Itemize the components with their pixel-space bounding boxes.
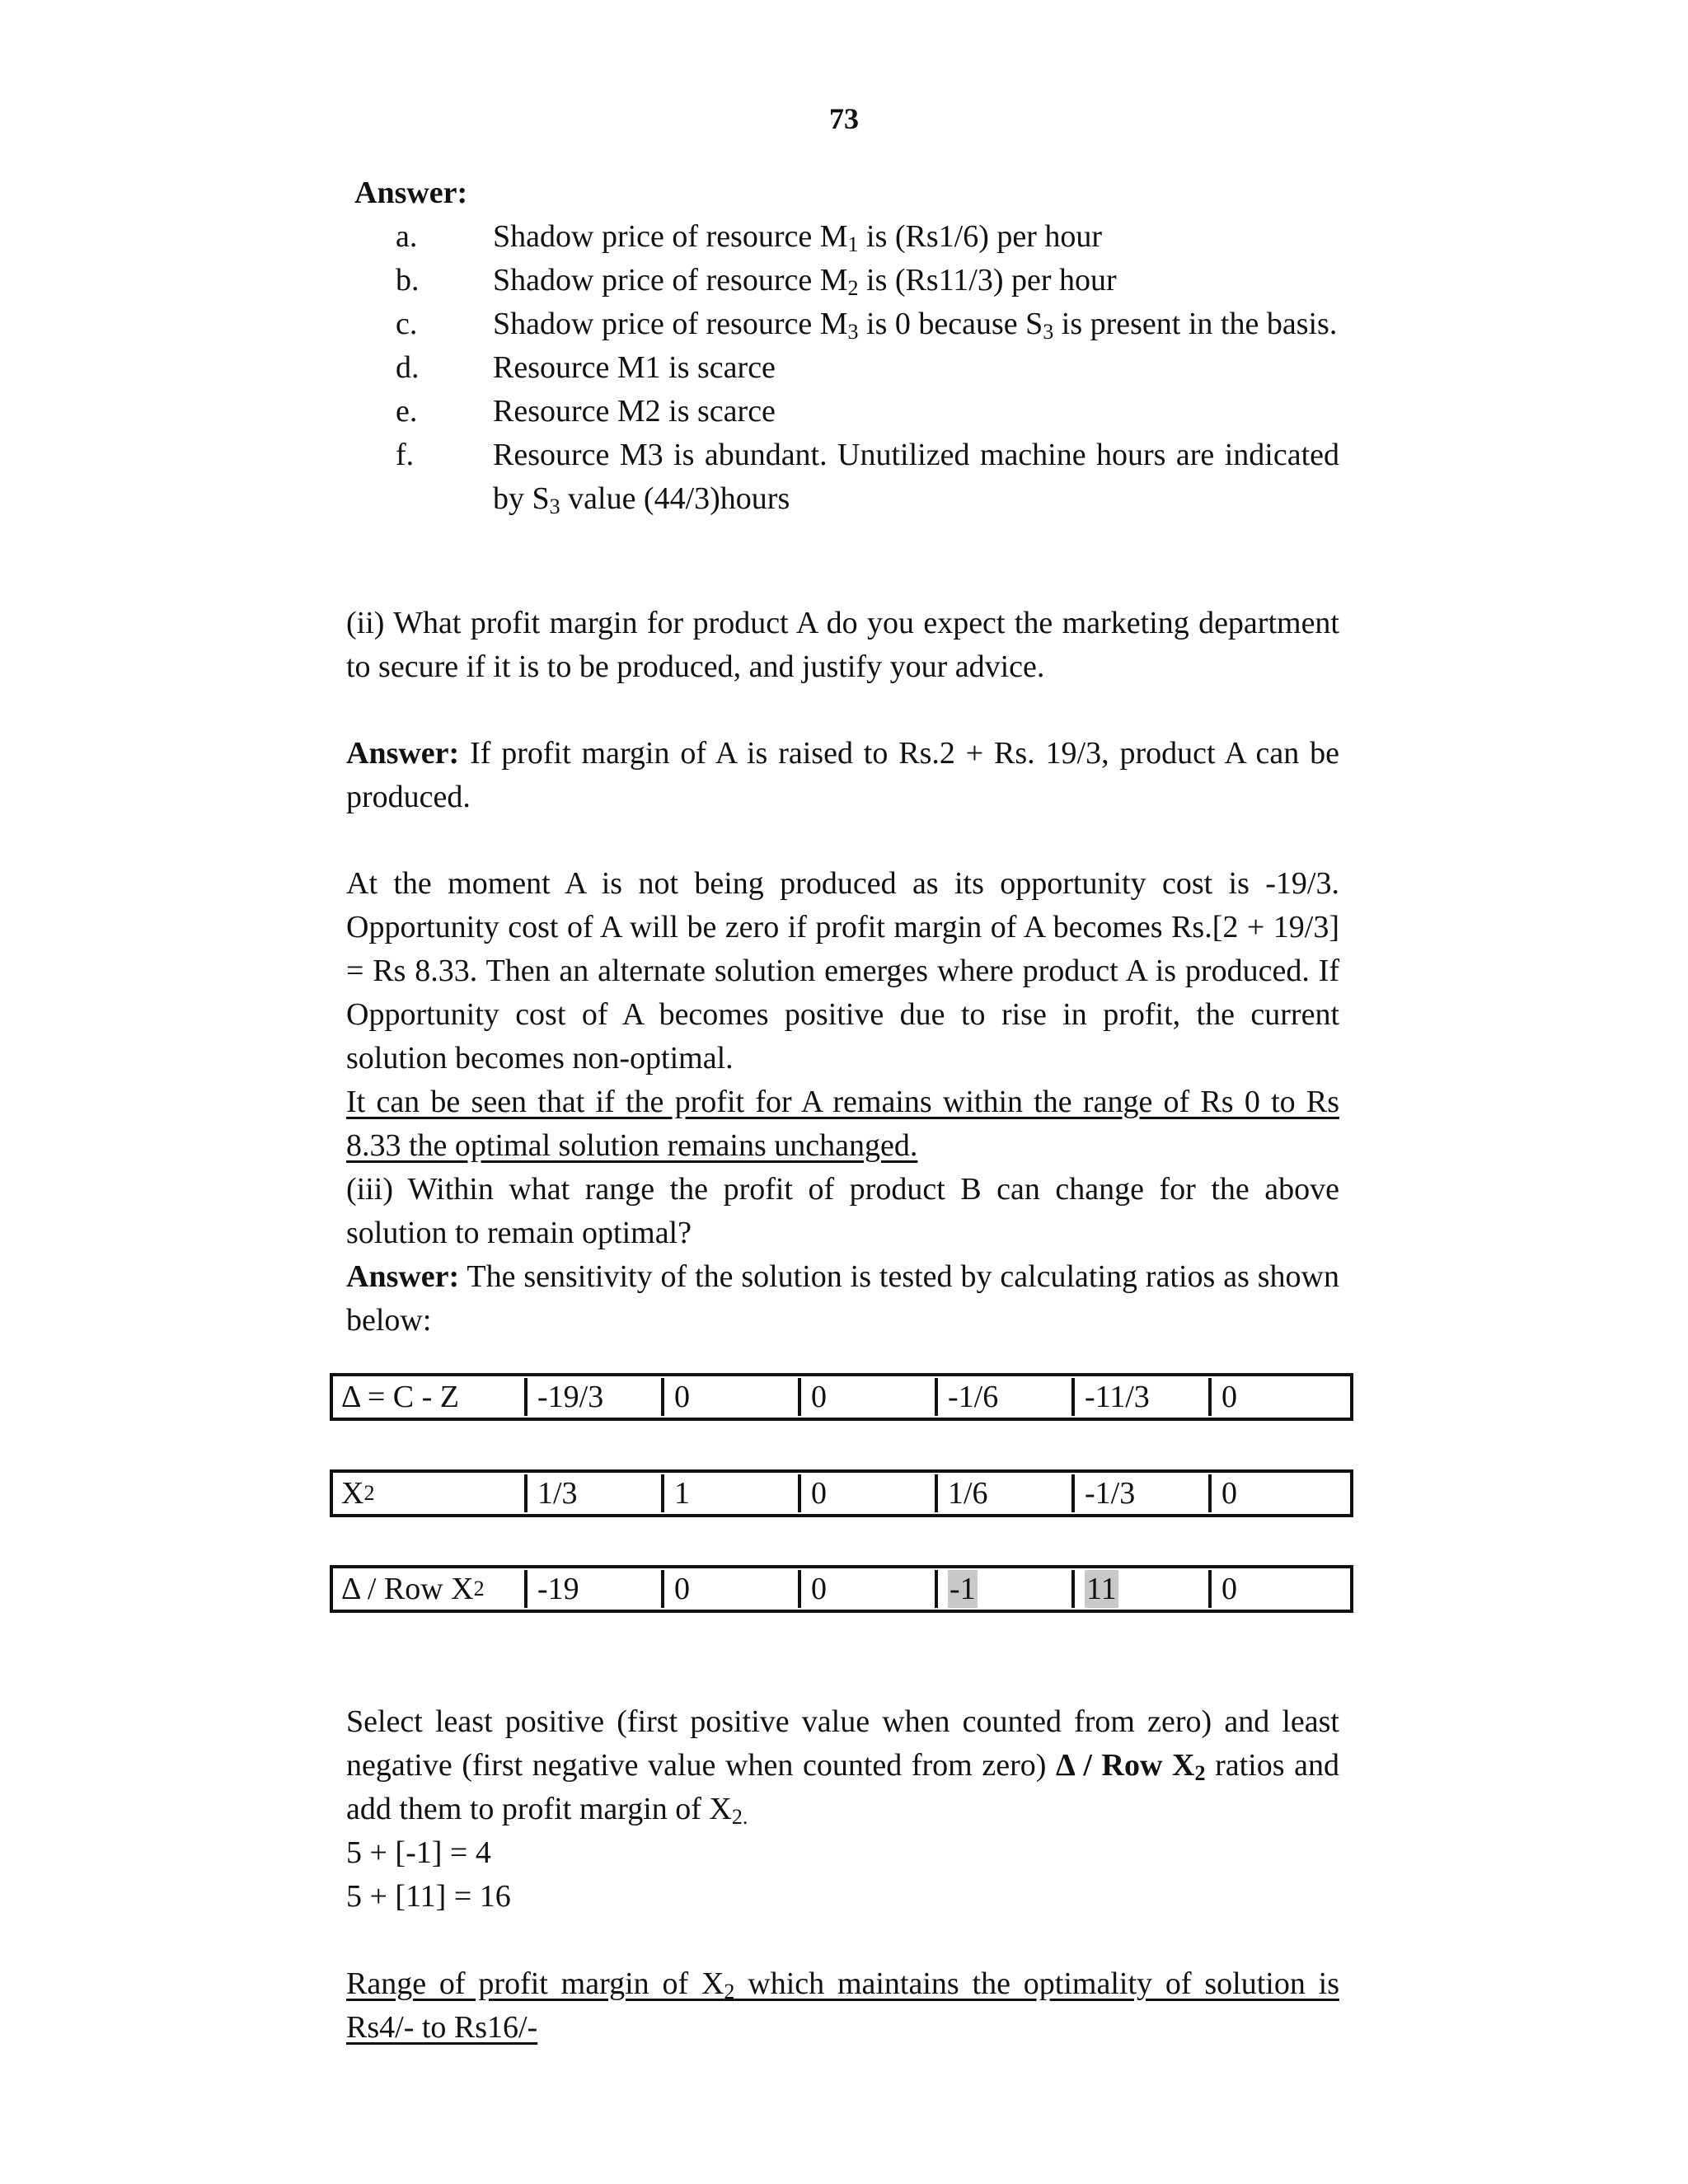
answer-iii: Answer: The sensitivity of the solution is tested by calculating ratios as shown below: xyxy=(346,1259,1339,1338)
item-letter: b. xyxy=(396,263,420,298)
table-cell: -1/6 xyxy=(935,1378,1071,1416)
table-cell: 0 xyxy=(1208,1378,1350,1416)
answer-item-c xyxy=(396,302,1339,346)
item-text: Shadow price of resource $M_1$ is (Rs1/6) per hour xyxy=(493,219,1103,256)
table-cell: -19 xyxy=(524,1570,661,1608)
calc-line-1: 5 + [-1] = 4 xyxy=(346,1835,491,1870)
page-number: 73 xyxy=(829,102,859,135)
table-cell: 0 xyxy=(798,1570,935,1608)
table-cell: 0 xyxy=(661,1570,798,1608)
item-text: Shadow price of resource $M_2$ is (Rs11/3) per hour xyxy=(493,263,1117,300)
item-letter: d. xyxy=(396,350,420,385)
select-paragraph: Select least positive (first positive value when counted from zero) and least negative (first negative value when counted from zero) Δ / Row $X_2$ ratios and add them to profit margin of $X_{2.}$ xyxy=(346,1704,1340,1829)
answer-item-d xyxy=(396,346,1339,390)
question-iii: (iii) Within what range the profit of product B can change for the above solution to remain optimal? xyxy=(346,1172,1339,1250)
answer-item-b xyxy=(396,259,1339,302)
table-row-x2 xyxy=(330,1469,1353,1517)
row-label: Δ = C - Z xyxy=(341,1380,459,1414)
item-letter: a. xyxy=(396,219,418,254)
item-letter: c. xyxy=(396,307,418,341)
table-cell: 0 xyxy=(798,1378,935,1416)
question-ii: (ii) What profit margin for product A do you expect the marketing department to secure if it is to be produced, and justify your advice. xyxy=(346,606,1339,684)
table-cell: 0 xyxy=(1208,1474,1350,1512)
table-cell: 0 xyxy=(1208,1570,1350,1608)
table-cell: 0 xyxy=(798,1474,935,1512)
row-label: X 2 xyxy=(341,1476,375,1511)
calc-line-2: 5 + [11] = 16 xyxy=(346,1879,511,1914)
row-label: Δ / Row X 2 xyxy=(341,1572,485,1606)
range-note: It can be seen that if the profit for A remains within the range of Rs 0 to Rs 8.33 the optimal solution remains unchanged. xyxy=(346,1085,1339,1163)
table-cell-highlighted: 11 xyxy=(1071,1570,1208,1608)
table-cell: 1/3 xyxy=(524,1474,661,1512)
table-row-delta xyxy=(330,1373,1353,1421)
item-text: Resource M1 is scarce xyxy=(493,350,776,385)
table-cell: 1/6 xyxy=(935,1474,1071,1512)
answer-list xyxy=(396,215,1339,521)
table-row-ratio xyxy=(330,1565,1353,1613)
item-text: Shadow price of resource $M_3$ is 0 because $S_3$ is present in the basis. xyxy=(493,307,1338,344)
item-text: Resource M3 is abundant. Unutilized machine hours are indicated by $S_3$ value (44/3)hours xyxy=(493,438,1339,518)
answer-item-a xyxy=(396,215,1339,259)
table-cell-highlighted: -1 xyxy=(935,1570,1071,1608)
item-text: Resource M2 is scarce xyxy=(493,394,776,429)
table-cell: 0 xyxy=(661,1378,798,1416)
table-cell: -19/3 xyxy=(524,1378,661,1416)
conclusion: Range of profit margin of $X_2$ which maintains the optimality of solution is Rs4/- to Rs16/- xyxy=(346,1966,1339,2045)
table-cell: -1/3 xyxy=(1071,1474,1208,1512)
answer-item-f xyxy=(396,434,1339,521)
answer-heading: Answer: xyxy=(354,176,468,210)
explanation-paragraph: At the moment A is not being produced as its opportunity cost is -19/3. Opportunity cost of A will be zero if profit margin of A becomes Rs.[2 + 19/3] = Rs 8.33. Then an alternate solution emerges where product A is produced. If Opportunity cost of A becomes positive due to rise in profit, the current solution becomes non-optimal. xyxy=(346,866,1339,1076)
item-letter: e. xyxy=(396,394,418,429)
answer-item-e xyxy=(396,390,1339,434)
table-cell: -11/3 xyxy=(1071,1378,1208,1416)
answer-ii: Answer: If profit margin of A is raised to Rs.2 + Rs. 19/3, product A can be produced. xyxy=(346,736,1339,814)
table-cell: 1 xyxy=(661,1474,798,1512)
item-letter: f. xyxy=(396,438,415,472)
